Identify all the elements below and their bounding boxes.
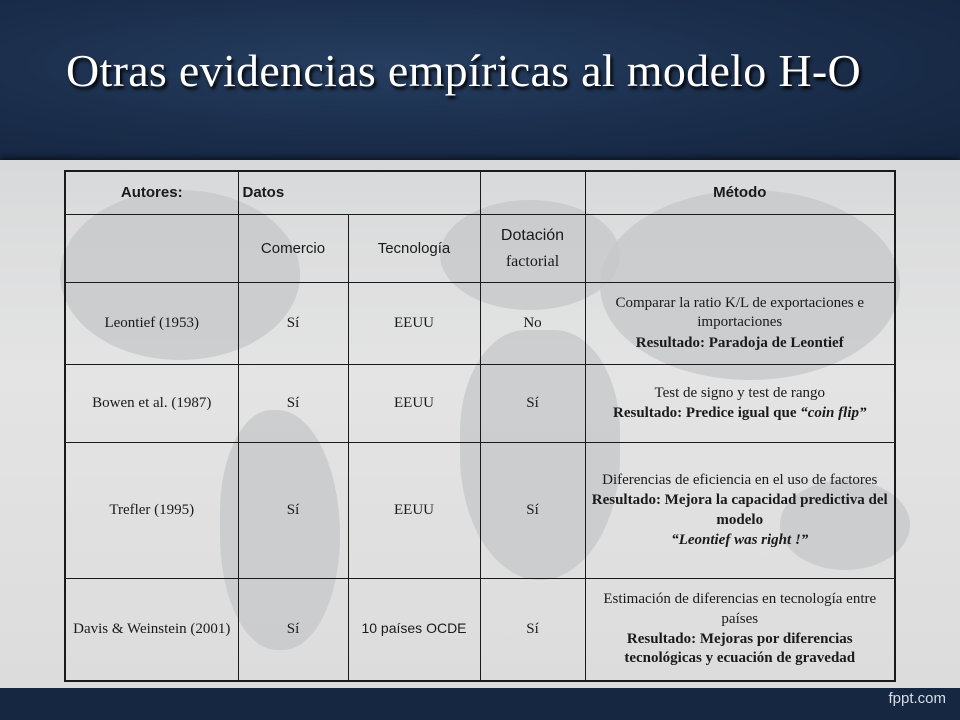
- table-row: [65, 283, 895, 365]
- resultado-italic: “coin flip”: [800, 405, 867, 421]
- cell-tecnologia: 10 países OCDE: [348, 579, 480, 681]
- subheader-empty-cell: [585, 215, 895, 283]
- subheader-dotacion-line2: factorial: [505, 252, 560, 270]
- cell-comercio: Sí: [238, 443, 348, 579]
- cell-metodo: [585, 579, 895, 681]
- metodo-text: Estimación de diferencias en tecnología entre países: [603, 591, 877, 627]
- cell-dotacion: No: [480, 283, 585, 365]
- slide-title: Otras evidencias empíricas al modelo H-O: [66, 45, 862, 96]
- quote-text: “Leontief was right !”: [671, 531, 809, 548]
- cell-dotacion: Sí: [480, 579, 585, 681]
- cell-autor: Leontief (1953): [65, 283, 238, 365]
- footer-brand-text: fppt.com: [888, 690, 946, 707]
- table-row: [65, 365, 895, 443]
- cell-dotacion: Sí: [480, 443, 585, 579]
- cell-tecnologia: EEUU: [348, 443, 480, 579]
- table-row: [65, 579, 895, 681]
- cell-comercio: Sí: [238, 365, 348, 443]
- header-datos: Datos: [238, 171, 348, 215]
- subheader-dotacion: [480, 215, 585, 283]
- cell-autor: Bowen et al. (1987): [65, 365, 238, 443]
- header-metodo: Método: [585, 171, 895, 215]
- metodo-text: Diferencias de eficiencia en el uso de factores: [602, 472, 878, 489]
- header-autores: Autores:: [65, 171, 238, 215]
- cell-metodo: [585, 365, 895, 443]
- cell-metodo: [585, 283, 895, 365]
- header-empty-cell: [348, 171, 480, 215]
- cell-dotacion: Sí: [480, 365, 585, 443]
- cell-tecnologia: EEUU: [348, 283, 480, 365]
- resultado-text: Resultado: Mejora la capacidad predictiva del modelo: [591, 492, 888, 528]
- cell-metodo: [585, 443, 895, 579]
- subheader-tecnologia: Tecnología: [348, 215, 480, 283]
- evidence-table: [64, 170, 896, 682]
- table-header-row: [65, 171, 895, 215]
- subheader-dotacion-line1: Dotación: [500, 226, 565, 244]
- subheader-empty-cell: [65, 215, 238, 283]
- subheader-comercio: Comercio: [238, 215, 348, 283]
- slide-footer-band: [0, 688, 960, 720]
- cell-tecnologia: EEUU: [348, 365, 480, 443]
- resultado-text: Resultado: Paradoja de Leontief: [635, 334, 844, 351]
- table-row: [65, 443, 895, 579]
- table-subheader-row: [65, 215, 895, 283]
- cell-comercio: Sí: [238, 579, 348, 681]
- header-empty-cell: [480, 171, 585, 215]
- metodo-text: Comparar la ratio K/L de exportaciones e importaciones: [615, 295, 864, 331]
- metodo-text: Test de signo y test de rango: [654, 384, 826, 401]
- cell-autor: Davis & Weinstein (2001): [65, 579, 238, 681]
- cell-autor: Trefler (1995): [65, 443, 238, 579]
- resultado-text: [590, 404, 891, 423]
- resultado-text: Resultado: Mejoras por diferencias tecnológicas y ecuación de gravedad: [624, 630, 856, 666]
- resultado-prefix: Resultado: Predice igual que: [613, 405, 801, 421]
- cell-comercio: Sí: [238, 283, 348, 365]
